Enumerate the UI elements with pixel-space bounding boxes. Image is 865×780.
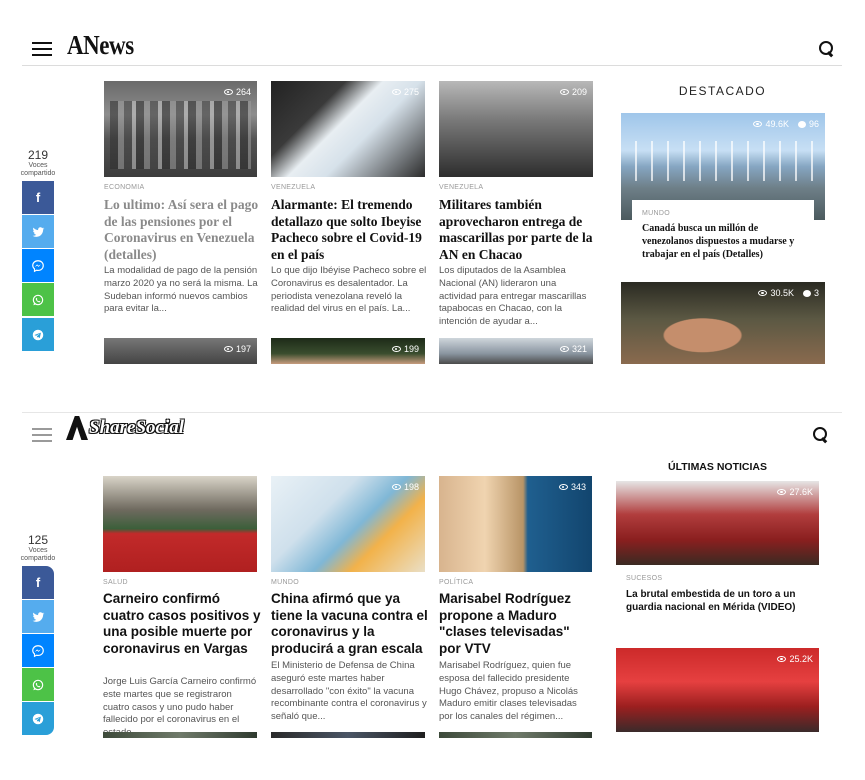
article-thumbnail[interactable] bbox=[103, 476, 257, 572]
article-category[interactable]: POLÍTICA bbox=[439, 579, 474, 586]
view-counter: 321 bbox=[560, 344, 587, 354]
latest-title[interactable]: La brutal embestida de un toro a un guardia nacional en Mérida (VIDEO) bbox=[626, 589, 796, 613]
article-excerpt: El Ministerio de Defensa de China aseguró este martes haber desarrollado "con éxito" la vacuna recombinante contra el coronavirus y señaló que... bbox=[271, 660, 427, 723]
article-title[interactable]: Marisabel Rodríguez propone a Maduro "clases televisadas" por VTV bbox=[439, 591, 572, 656]
section-heading: ÚLTIMAS NOTICIAS bbox=[668, 461, 767, 473]
article-excerpt: La modalidad de pago de la pensión marzo 2020 ya no será la misma. La Sudeban informó nuevos cambios para evitar la... bbox=[104, 265, 258, 315]
share-counter bbox=[18, 533, 58, 563]
whatsapp-icon bbox=[31, 678, 45, 692]
latest-thumbnail[interactable] bbox=[616, 648, 819, 732]
article-excerpt: Jorge Luis García Carneiro confirmó este martes que se registraron cuatro casos y uno pudo haber fallecido por el coronavirus en el bbox=[103, 676, 257, 726]
facebook-share-button[interactable] bbox=[22, 566, 54, 599]
article-title[interactable]: Militares también aprovecharon entrega de mascarillas por parte de la AN en Chacao bbox=[439, 197, 593, 262]
article-thumbnail[interactable] bbox=[439, 476, 592, 572]
view-counter: 264 bbox=[224, 87, 251, 97]
twitter-share-button[interactable] bbox=[22, 600, 54, 633]
telegram-icon bbox=[31, 328, 45, 342]
eye-icon bbox=[392, 484, 401, 490]
twitter-share-button[interactable] bbox=[22, 215, 54, 248]
search-icon[interactable] bbox=[813, 427, 829, 443]
panel-divider bbox=[22, 412, 842, 413]
eye-icon bbox=[392, 346, 401, 352]
eye-icon bbox=[224, 346, 233, 352]
share-label: compartido bbox=[20, 555, 56, 562]
telegram-share-button[interactable] bbox=[22, 702, 54, 735]
facebook-icon: f bbox=[35, 575, 41, 590]
eye-icon bbox=[753, 121, 762, 127]
eye-icon bbox=[560, 89, 569, 95]
menu-icon[interactable] bbox=[32, 42, 52, 56]
site-logo[interactable]: ANews bbox=[67, 30, 134, 60]
article-thumbnail[interactable] bbox=[104, 81, 257, 177]
whatsapp-icon bbox=[31, 293, 45, 307]
view-counter: 199 bbox=[392, 344, 419, 354]
whatsapp-share-button[interactable] bbox=[22, 668, 54, 701]
article-thumbnail[interactable] bbox=[104, 338, 257, 364]
logo-mark-icon bbox=[66, 416, 88, 440]
whatsapp-share-button[interactable] bbox=[22, 283, 54, 316]
view-counter: 197 bbox=[224, 344, 251, 354]
share-count: 125 bbox=[27, 533, 49, 547]
eye-icon bbox=[758, 290, 767, 296]
view-counter: 198 bbox=[392, 482, 419, 492]
view-counter: 343 bbox=[559, 482, 586, 492]
article-category[interactable]: MUNDO bbox=[271, 579, 299, 586]
share-label: Voces bbox=[28, 162, 48, 169]
view-counter: 27.6K bbox=[777, 487, 813, 497]
article-excerpt: Marisabel Rodríguez, quien fue esposa del fallecido presidente Hugo Chávez, propuso a Nicolás Maduro emitir clases televisadas por los canales del régimen... bbox=[439, 660, 578, 723]
share-count: 219 bbox=[27, 148, 49, 162]
article-thumbnail[interactable] bbox=[271, 338, 425, 364]
view-counter: 49.6K 96 bbox=[753, 119, 819, 129]
comment-icon bbox=[798, 121, 806, 128]
view-counter: 209 bbox=[560, 87, 587, 97]
telegram-share-button[interactable] bbox=[22, 318, 54, 351]
messenger-share-button[interactable] bbox=[22, 249, 54, 282]
article-thumbnail[interactable] bbox=[271, 476, 425, 572]
featured-title[interactable]: Canadá busca un millón de venezolanos dispuestos a mudarse y trabajar en el país (Detalles) bbox=[642, 223, 795, 260]
view-counter: 30.5K 3 bbox=[758, 288, 819, 298]
header-divider bbox=[22, 65, 842, 66]
twitter-icon bbox=[31, 225, 45, 239]
article-title[interactable]: Carneiro confirmó cuatro casos positivos y una posible muerte por coronavirus en Vargas bbox=[103, 591, 261, 656]
comment-icon bbox=[803, 290, 811, 297]
article-thumbnail[interactable] bbox=[103, 732, 257, 738]
article-category[interactable]: SUCESOS bbox=[626, 575, 663, 582]
article-title[interactable]: China afirmó que ya tiene la vacuna contra el coronavirus y la producirá a gran escala bbox=[271, 591, 428, 656]
eye-icon bbox=[224, 89, 233, 95]
eye-icon bbox=[777, 489, 786, 495]
search-icon[interactable] bbox=[819, 41, 835, 57]
article-title[interactable]: Alarmante: El tremendo detallazo que solto Ibeyise Pacheco sobre el Covid-19 en el país bbox=[271, 197, 422, 262]
eye-icon bbox=[777, 656, 786, 662]
messenger-icon bbox=[31, 259, 45, 273]
share-label: compartido bbox=[20, 170, 56, 177]
article-category[interactable]: ECONOMIA bbox=[104, 184, 145, 191]
messenger-icon bbox=[31, 644, 45, 658]
article-thumbnail[interactable] bbox=[271, 81, 425, 177]
messenger-share-button[interactable] bbox=[22, 634, 54, 667]
article-excerpt: Lo que dijo Ibéyise Pacheco sobre el Coronavirus es desalentador. La periodista venezolana reveló la realidad del virus en el país. La... bbox=[271, 265, 427, 315]
view-counter: 25.2K bbox=[777, 654, 813, 664]
site-logo[interactable]: ShareSocial bbox=[66, 414, 184, 442]
twitter-icon bbox=[31, 610, 45, 624]
eye-icon bbox=[392, 89, 401, 95]
article-category[interactable]: MUNDO bbox=[642, 210, 670, 217]
telegram-icon bbox=[31, 712, 45, 726]
latest-thumbnail[interactable] bbox=[616, 481, 819, 565]
article-thumbnail[interactable] bbox=[271, 732, 425, 738]
eye-icon bbox=[559, 484, 568, 490]
section-heading: DESTACADO bbox=[678, 84, 767, 98]
article-thumbnail[interactable] bbox=[439, 732, 592, 738]
eye-icon bbox=[560, 346, 569, 352]
article-thumbnail[interactable] bbox=[439, 81, 593, 177]
featured-thumbnail[interactable] bbox=[621, 282, 825, 364]
article-category[interactable]: VENEZUELA bbox=[271, 184, 316, 191]
view-counter: 275 bbox=[392, 87, 419, 97]
share-counter bbox=[18, 148, 58, 178]
article-category[interactable]: VENEZUELA bbox=[439, 184, 484, 191]
article-category[interactable]: SALUD bbox=[103, 579, 128, 586]
share-label: Voces bbox=[28, 547, 48, 554]
facebook-share-button[interactable] bbox=[22, 181, 54, 214]
article-thumbnail[interactable] bbox=[439, 338, 593, 364]
menu-icon[interactable] bbox=[32, 428, 52, 442]
facebook-icon: f bbox=[35, 190, 41, 205]
article-title[interactable]: Lo ultimo: Así sera el pago de las pensiones por el Coronavirus en Venezuela (detalles) bbox=[104, 197, 259, 262]
article-excerpt: Los diputados de la Asamblea Nacional (AN) lideraron una actividad para entregar mascarillas tapabocas en Chacao, con la intención de ayudar a... bbox=[439, 265, 587, 328]
